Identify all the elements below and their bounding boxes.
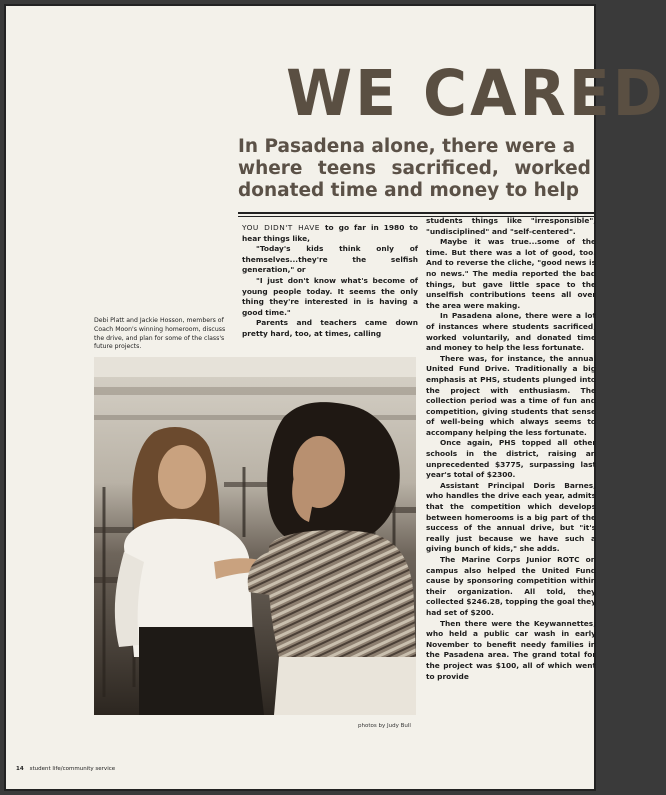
page-number: 14: [16, 766, 24, 772]
paragraph: In Pasadena alone, there were a lot of instances where students sacrificed, worked voluntarily, and donated time and money to help the less fortunate.: [426, 311, 596, 353]
headline: WE CARED: [286, 57, 666, 131]
lead-text: to go far in 1980 to hear things like,: [242, 223, 418, 243]
section-label: student life/community service: [29, 766, 116, 772]
paragraph: Then there were the Keywannettes, who held a public car wash in early November to benefit needy families in the Pasadena area. The grand total for the project was $100, all of which went to provide: [426, 618, 596, 681]
paragraph: "I just don't know what's become of young people today. It seems the only thing they're interested in is having a good time.": [242, 275, 418, 317]
yearbook-page: [4, 4, 666, 791]
paragraph: Once again, PHS topped all other schools in the district, raising an unprecedented $3775, surpassing last year's total of $2300.: [426, 438, 596, 480]
photo-two-students: [94, 357, 416, 715]
paragraph: The Marine Corps Junior ROTC on campus also helped the United Fund cause by sponsoring competition within their organization. All told, they collected $246.28, topping the goal they had set of $200.: [426, 555, 596, 617]
subheadline-line-3: donated time and money to help: [238, 180, 579, 201]
paragraph: Parents and teachers came down pretty hard, too, at times, calling: [242, 318, 418, 338]
divider-rule: [238, 212, 594, 214]
paragraph: Assistant Principal Doris Barnes, who handles the drive each year, admits that the competition which develops between homerooms is a big part of the success of the annual drive, but "it's really just because we have such a giving bunch of kids," she adds.: [426, 480, 596, 554]
paragraph: students things like "irresponsible", "undisciplined" and "self-centered".: [426, 216, 596, 236]
article-column-2: [426, 216, 596, 682]
article-column-1: [242, 223, 418, 340]
subheadline-line-2: where teens sacrificed, worked: [238, 158, 591, 179]
photo-credit: photos by Judy Bull: [358, 723, 411, 729]
subheadline-line-1: In Pasadena alone, there were a: [238, 136, 576, 157]
photo-caption: Debi Platt and Jackie Hosson, members of Coach Moon's winning homeroom, discuss the drive, and plan for some of the class's future projects.: [94, 317, 226, 351]
paragraph: "Today's kids think only of themselves...they're the selfish generation," or: [242, 244, 418, 275]
kicker: YOU DIDN'T HAVE: [242, 223, 320, 232]
subheadline: [238, 136, 594, 202]
page-footer: [16, 766, 115, 772]
paragraph: There was, for instance, the annual United Fund Drive. Traditionally a big emphasis at PHS, students plunged into the project with enthusiasm. The collection period was a time of fun and competition, giving students that sense of well-being which always seems to accompany helping the less fortunate.: [426, 353, 596, 437]
paragraph: Maybe it was true...some of the time. But there was a lot of good, too. And to reverse the cliche, "good news is no news." The media reported the bad things, but gave little space to the unselfish contributions teens all over the area were making.: [426, 237, 596, 310]
